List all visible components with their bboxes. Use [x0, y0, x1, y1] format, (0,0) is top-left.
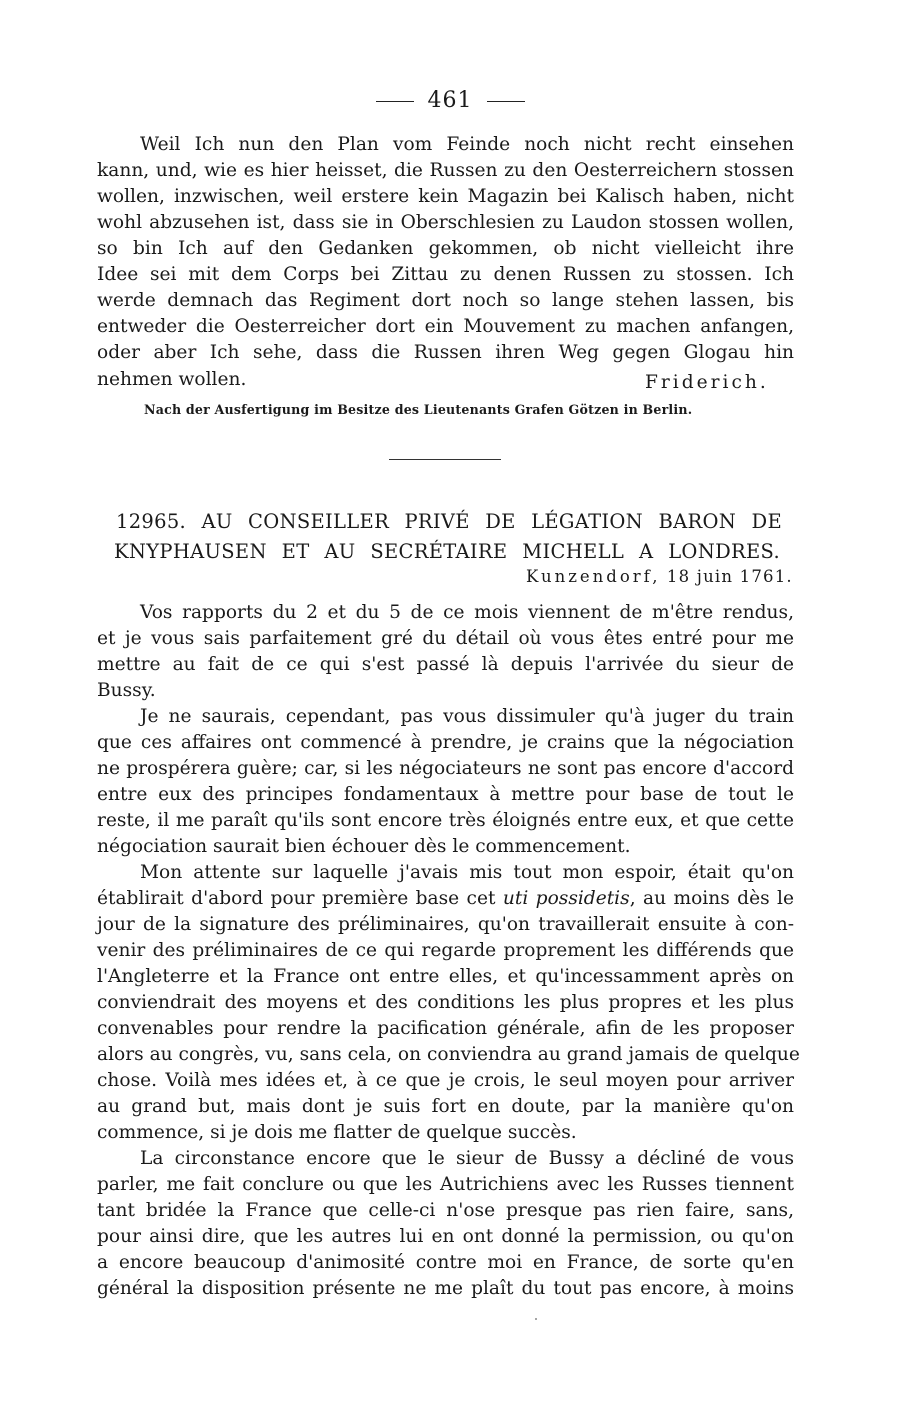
body-line: que ces affaires ont commencé à prendre, je crains que la négociation: [97, 732, 794, 753]
header-dash-right: [487, 101, 525, 102]
letter1-line: so bin Ich auf den Gedanken gekommen, ob nicht vielleicht ihre: [97, 238, 794, 259]
body-line: pour ainsi dire, que les autres lui en ont donné la permission, ou qu'on: [97, 1226, 794, 1247]
body-line: entre eux des principes fondamentaux à mettre pour base de tout le: [97, 784, 794, 805]
body-line: parler, me fait conclure ou que les Autrichiens avec les Russes tiennent: [97, 1174, 794, 1195]
body-line: jour de la signature des préliminaires, qu'on travaillerait ensuite à con-: [97, 914, 794, 935]
letter-title-text: AU CONSEILLER PRIVÉ DE LÉGATION BARON DE: [201, 510, 782, 533]
body-line: [97, 886, 794, 912]
source-note: Nach der Ausfertigung im Besitze des Lieutenants Grafen Götzen in Berlin.: [144, 402, 693, 417]
page-header: [0, 88, 900, 113]
body-line: négociation saurait bien échouer dès le commencement.: [97, 836, 631, 857]
letter1-line: Idee sei mit dem Corps bei Zittau zu denen Russen zu stossen. Ich: [97, 264, 794, 285]
body-line: Je ne saurais, cependant, pas vous dissimuler qu'à juger du train: [140, 706, 794, 727]
letter-title-line2: KNYPHAUSEN ET AU SECRÉTAIRE MICHELL A LONDRES.: [114, 540, 780, 563]
letter1-line: oder aber Ich sehe, dass die Russen ihren Weg gegen Glogau hin: [97, 342, 794, 363]
body-line: au grand but, mais dont je suis fort en doute, par la manière qu'on: [97, 1096, 794, 1117]
body-line: alors au congrès, vu, sans cela, on conviendra au grand jamais de quelque: [97, 1044, 800, 1065]
body-line: La circonstance encore que le sieur de Bussy a décliné de vous: [140, 1148, 794, 1169]
body-line: mettre au fait de ce qui s'est passé là depuis l'arrivée du sieur de: [97, 654, 794, 675]
body-text: établirait d'abord pour première base cet: [97, 888, 503, 909]
letter1-line: wohl abzusehen ist, dass sie in Oberschlesien zu Laudon stossen wollen,: [97, 212, 794, 233]
letter-title-line1: [116, 507, 782, 537]
emphasis-text: uti possidetis: [502, 888, 630, 909]
body-line: convenables pour rendre la pacification générale, afin de les proposer: [97, 1018, 794, 1039]
dateline-date: 18 juin 1761.: [666, 567, 793, 586]
letter1-line: entweder die Oesterreicher dort ein Mouvement zu machen anfangen,: [97, 316, 794, 337]
body-text: , au moins dès le: [629, 888, 794, 909]
body-line: conviendrait des moyens et des conditions les plus propres et les plus: [97, 992, 794, 1013]
dateline-place: Kunzendorf,: [526, 567, 661, 586]
dateline: [526, 567, 793, 586]
body-line: ne prospérera guère; car, si les négociateurs ne sont pas encore d'accord: [97, 758, 794, 779]
body-line: Bussy.: [97, 680, 156, 701]
page-number: 461: [427, 88, 473, 113]
letter-number: 12965.: [116, 510, 187, 533]
signature: Friderich.: [645, 372, 769, 393]
print-speck: [535, 1318, 537, 1320]
header-dash-left: [376, 101, 414, 102]
body-line: commence, si je dois me flatter de quelque succès.: [97, 1122, 577, 1143]
letter1-line: kann, und, wie es hier heisset, die Russen zu den Oesterreichern stossen: [97, 160, 794, 181]
body-line: et je vous sais parfaitement gré du détail où vous êtes entré pour me: [97, 628, 794, 649]
body-line: tant bridée la France que celle-ci n'ose presque pas rien faire, sans,: [97, 1200, 794, 1221]
body-line: reste, il me paraît qu'ils sont encore très éloignés entre eux, et que cette: [97, 810, 794, 831]
body-line: Vos rapports du 2 et du 5 de ce mois viennent de m'être rendus,: [140, 602, 794, 623]
body-line: venir des préliminaires de ce qui regarde proprement les différends que: [97, 940, 794, 961]
body-line: a encore beaucoup d'animosité contre moi en France, de sorte qu'en: [97, 1252, 794, 1273]
body-line: chose. Voilà mes idées et, à ce que je crois, le seul moyen pour arriver: [97, 1070, 794, 1091]
body-line: Mon attente sur laquelle j'avais mis tout mon espoir, était qu'on: [140, 862, 794, 883]
letter1-line: werde demnach das Regiment dort noch so lange stehen lassen, bis: [97, 290, 794, 311]
body-line: l'Angleterre et la France ont entre elles, et qu'incessamment après on: [97, 966, 794, 987]
letter1-line: wollen, inzwischen, weil erstere kein Magazin bei Kalisch haben, nicht: [97, 186, 794, 207]
section-divider: [389, 459, 501, 460]
body-line: général la disposition présente ne me plaît du tout pas encore, à moins: [97, 1278, 794, 1299]
letter1-line: Weil Ich nun den Plan vom Feinde noch nicht recht einsehen: [140, 134, 794, 155]
letter1-line: nehmen wollen.: [97, 369, 247, 390]
